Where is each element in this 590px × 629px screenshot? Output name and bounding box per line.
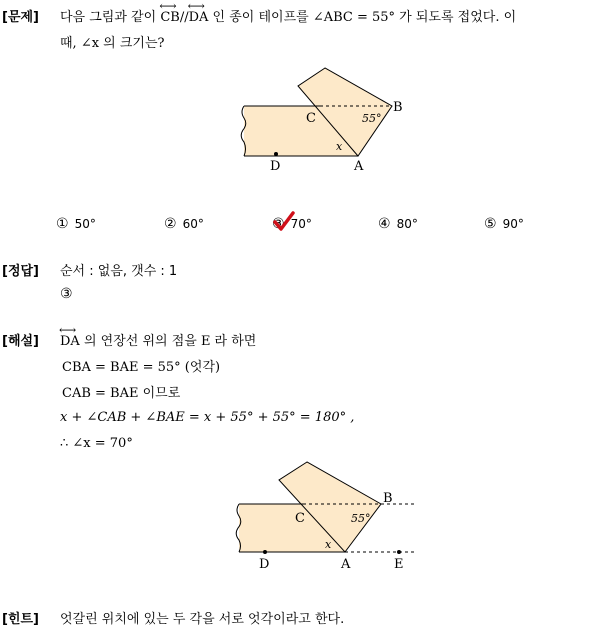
problem-line-1 <box>60 6 516 25</box>
angle-55-label-2: 55° <box>351 512 371 525</box>
problem-text-a: 다음 그림과 같이 <box>60 10 161 25</box>
checkmark-icon <box>272 210 296 234</box>
choice-4[interactable]: ④ 80° <box>378 216 418 232</box>
explanation-label: [해설] <box>2 334 39 349</box>
label-e: E <box>394 557 404 572</box>
point-d-2 <box>263 550 267 554</box>
label-b-2: B <box>383 491 393 506</box>
label-c-2: C <box>295 511 305 526</box>
segment-da-2: ⟷ DA <box>60 334 80 349</box>
choice-3[interactable]: ③ 70° <box>272 216 312 232</box>
choice-1[interactable]: ① 50° <box>56 216 96 232</box>
point-d <box>274 152 278 156</box>
answer-line-2: ③ <box>60 286 73 302</box>
label-a: A <box>354 159 364 174</box>
segment-cb: ⟷ CB <box>160 10 180 25</box>
problem-text-b: 인 종이 테이프를 ∠ABC = 55° 가 되도록 접었다. 이 <box>208 10 517 25</box>
problem-line-2: 때, ∠x 의 크기는? <box>60 36 165 51</box>
label-b: B <box>393 100 403 115</box>
label-c: C <box>306 111 316 126</box>
point-e <box>397 550 401 554</box>
segment-da: ⟷ DA <box>189 10 209 25</box>
angle-x-label: x <box>336 140 343 153</box>
choice-2[interactable]: ② 60° <box>164 216 204 232</box>
explanation-line-5: ∴ ∠x = 70° <box>60 436 133 451</box>
answer-label: [정답] <box>2 264 39 279</box>
hint-label: [힌트] <box>2 612 39 627</box>
choices <box>56 216 576 236</box>
hint-text: 엇갈린 위치에 있는 두 각을 서로 엇각이라고 한다. <box>60 612 345 627</box>
figure-2 <box>225 460 455 572</box>
angle-x-label-2: x <box>325 538 332 551</box>
explanation-line-1 <box>60 330 256 349</box>
explanation-line-4: x + ∠CAB + ∠BAE = x + 55° + 55° = 180° , <box>60 410 355 425</box>
explanation-text-1: 의 연장선 위의 점을 E 라 하면 <box>79 334 257 349</box>
label-d: D <box>270 159 281 174</box>
label-d-2: D <box>259 557 270 572</box>
label-a-2: A <box>341 557 351 572</box>
choice-5[interactable]: ⑤ 90° <box>484 216 524 232</box>
answer-line-1: 순서 : 없음, 갯수 : 1 <box>60 264 178 279</box>
problem-label: [문제] <box>2 10 39 25</box>
explanation-line-2: CBA = BAE = 55° (엇각) <box>62 360 221 375</box>
parallel-symbol: // <box>179 10 189 25</box>
explanation-line-3: CAB = BAE 이므로 <box>62 386 181 401</box>
figure-1 <box>230 66 430 186</box>
angle-55-label: 55° <box>362 112 382 125</box>
